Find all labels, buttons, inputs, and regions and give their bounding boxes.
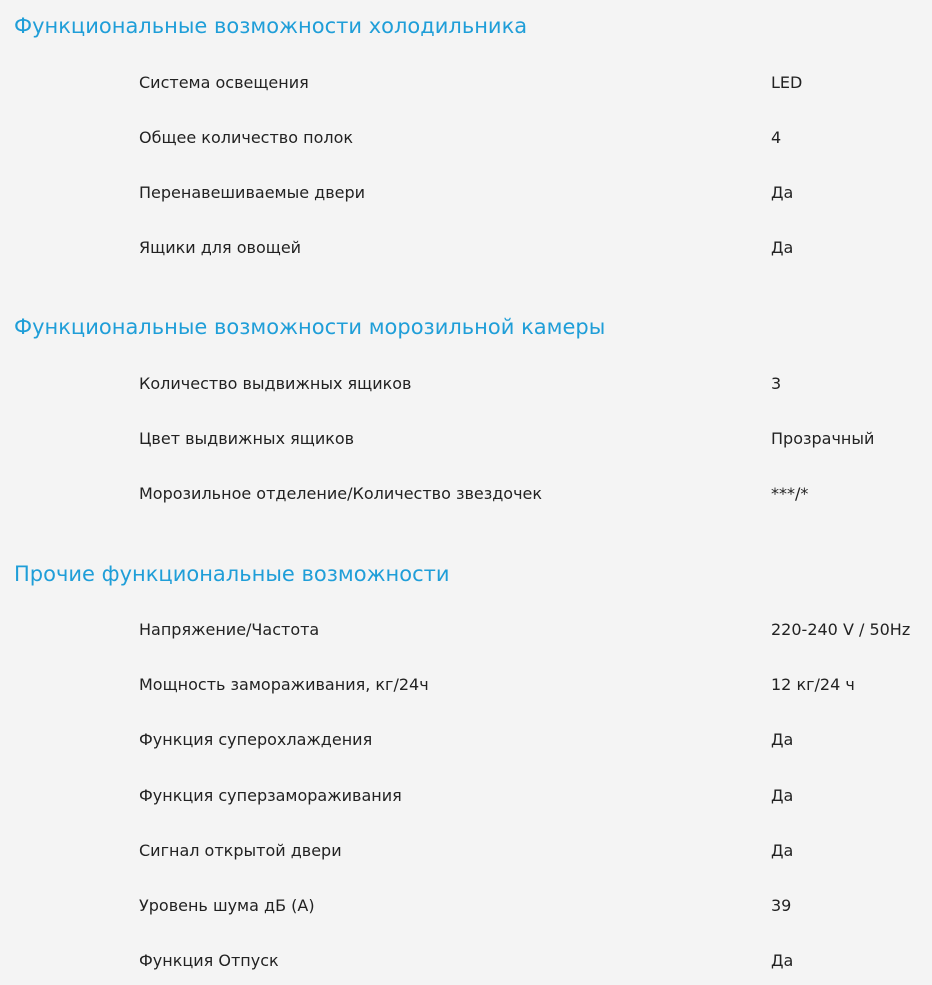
spec-label: Ящики для овощей bbox=[139, 238, 302, 257]
spec-value: ***/* bbox=[771, 484, 809, 503]
spec-label: Функция Отпуск bbox=[139, 951, 279, 970]
spec-label: Количество выдвижных ящиков bbox=[139, 374, 412, 393]
spec-label: Система освещения bbox=[139, 73, 309, 92]
spec-label: Сигнал открытой двери bbox=[139, 841, 342, 860]
spec-value: Да bbox=[771, 238, 794, 257]
spec-value: 12 кг/24 ч bbox=[771, 675, 855, 694]
spec-row bbox=[0, 180, 932, 206]
spec-row bbox=[0, 235, 932, 261]
spec-value: LED bbox=[771, 73, 803, 92]
spec-row bbox=[0, 481, 932, 507]
spec-value: Да bbox=[771, 786, 794, 805]
spec-value: 220-240 V / 50Hz bbox=[771, 620, 911, 639]
spec-value: Да bbox=[771, 730, 794, 749]
spec-label: Функция суперохлаждения bbox=[139, 730, 373, 749]
spec-value: 4 bbox=[771, 128, 782, 147]
spec-row bbox=[0, 426, 932, 452]
spec-label: Функция суперзамораживания bbox=[139, 786, 402, 805]
section-title-fridge: Функциональные возможности холодильника bbox=[14, 14, 528, 38]
spec-value: Да bbox=[771, 183, 794, 202]
spec-row bbox=[0, 371, 932, 397]
spec-row bbox=[0, 948, 932, 974]
spec-row bbox=[0, 838, 932, 864]
spec-row bbox=[0, 672, 932, 698]
spec-value: 3 bbox=[771, 374, 782, 393]
spec-value: Да bbox=[771, 951, 794, 970]
section-title-other: Прочие функциональные возможности bbox=[14, 562, 450, 586]
spec-label: Перенавешиваемые двери bbox=[139, 183, 366, 202]
spec-row bbox=[0, 893, 932, 919]
spec-value: Да bbox=[771, 841, 794, 860]
spec-label: Мощность замораживания, кг/24ч bbox=[139, 675, 429, 694]
spec-label: Морозильное отделение/Количество звездочек bbox=[139, 484, 543, 503]
spec-row bbox=[0, 617, 932, 643]
spec-row bbox=[0, 727, 932, 753]
spec-label: Напряжение/Частота bbox=[139, 620, 320, 639]
spec-value: 39 bbox=[771, 896, 792, 915]
spec-row bbox=[0, 783, 932, 809]
spec-label: Общее количество полок bbox=[139, 128, 354, 147]
spec-row bbox=[0, 70, 932, 96]
spec-value: Прозрачный bbox=[771, 429, 875, 448]
spec-row bbox=[0, 125, 932, 151]
section-title-freezer: Функциональные возможности морозильной камеры bbox=[14, 315, 606, 339]
spec-label: Цвет выдвижных ящиков bbox=[139, 429, 355, 448]
spec-label: Уровень шума дБ (А) bbox=[139, 896, 315, 915]
